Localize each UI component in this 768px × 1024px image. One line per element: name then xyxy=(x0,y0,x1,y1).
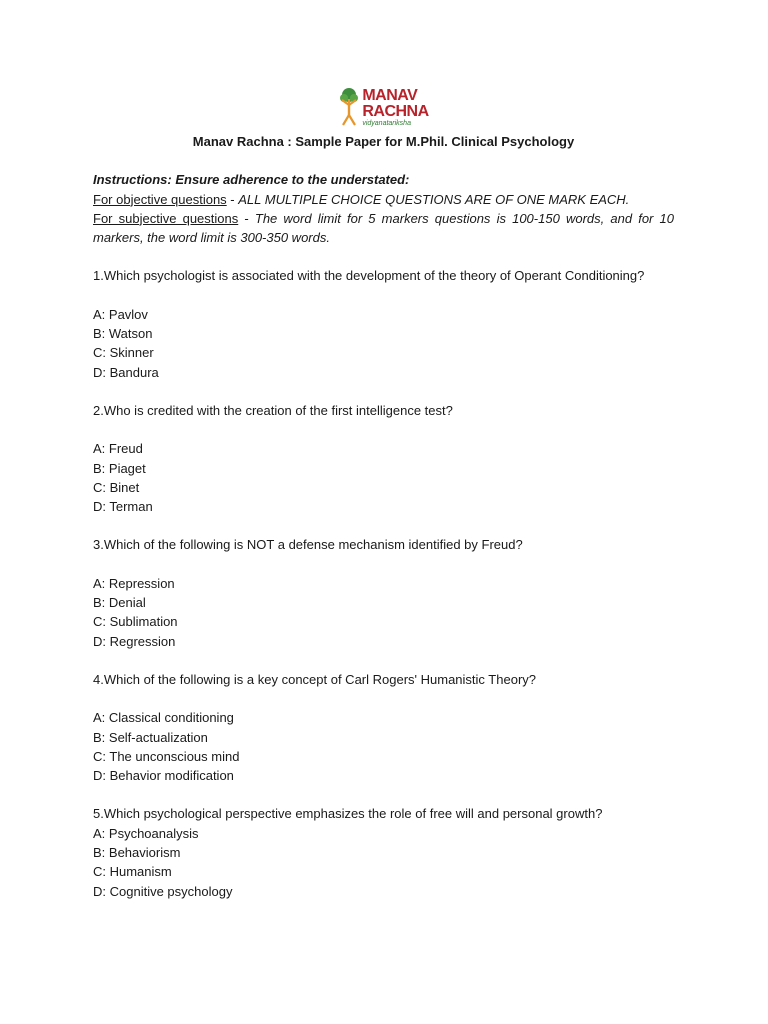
subjective-text: The word limit for 5 markers questions is 100-150 words, and for 10 markers, the word limit is 300-350 words. xyxy=(93,210,674,246)
subjective-separator: - xyxy=(238,210,255,226)
option-b: B: Self-actualization xyxy=(93,729,208,745)
option-c: C: Skinner xyxy=(93,345,154,361)
tree-figure-icon xyxy=(338,87,360,127)
option-d: D: Terman xyxy=(93,499,153,515)
option-b: B: Watson xyxy=(93,326,153,342)
question-2 xyxy=(93,401,674,516)
objective-separator: - xyxy=(226,191,239,207)
subjective-instruction xyxy=(93,209,674,248)
objective-instruction xyxy=(93,190,674,209)
option-d: D: Bandura xyxy=(93,364,159,380)
option-b: B: Piaget xyxy=(93,460,146,476)
question-text: 1.Which psychologist is associated with the development of the theory of Operant Conditioning? xyxy=(93,268,645,284)
objective-label: For objective questions xyxy=(93,191,227,207)
option-c: C: Sublimation xyxy=(93,614,178,630)
option-b: B: Denial xyxy=(93,595,146,611)
logo-tagline: vidyanatariksha xyxy=(362,119,411,127)
option-a: A: Classical conditioning xyxy=(93,710,234,726)
subjective-label: For subjective questions xyxy=(93,210,239,226)
option-b: B: Behaviorism xyxy=(93,845,181,861)
logo-line-2: RACHNA xyxy=(362,102,429,120)
instructions-block xyxy=(93,170,674,247)
document-page xyxy=(93,84,674,901)
question-text: 2.Who is credited with the creation of the first intelligence test? xyxy=(93,402,453,418)
question-text: 5.Which psychological perspective emphasizes the role of free will and personal growth? xyxy=(93,806,603,822)
option-a: A: Repression xyxy=(93,575,175,591)
question-3 xyxy=(93,535,674,650)
question-4 xyxy=(93,670,674,785)
option-d: D: Cognitive psychology xyxy=(93,883,233,899)
instructions-heading: Instructions: Ensure adherence to the understated: xyxy=(93,172,410,188)
university-logo xyxy=(93,84,674,130)
question-1 xyxy=(93,266,674,381)
option-c: C: Humanism xyxy=(93,864,172,880)
document-title: Manav Rachna : Sample Paper for M.Phil. Clinical Psychology xyxy=(192,134,575,149)
question-text: 3.Which of the following is NOT a defense mechanism identified by Freud? xyxy=(93,537,523,553)
option-a: A: Psychoanalysis xyxy=(93,825,199,841)
option-d: D: Regression xyxy=(93,633,176,649)
objective-text: ALL MULTIPLE CHOICE QUESTIONS ARE OF ONE MARK EACH. xyxy=(238,191,630,207)
option-c: C: The unconscious mind xyxy=(93,748,240,764)
logo-line-1: MANAV xyxy=(362,86,418,104)
option-c: C: Binet xyxy=(93,479,140,495)
question-text: 4.Which of the following is a key concept of Carl Rogers' Humanistic Theory? xyxy=(93,671,536,687)
option-d: D: Behavior modification xyxy=(93,768,234,784)
option-a: A: Freud xyxy=(93,441,143,457)
question-5 xyxy=(93,804,674,900)
option-a: A: Pavlov xyxy=(93,306,148,322)
